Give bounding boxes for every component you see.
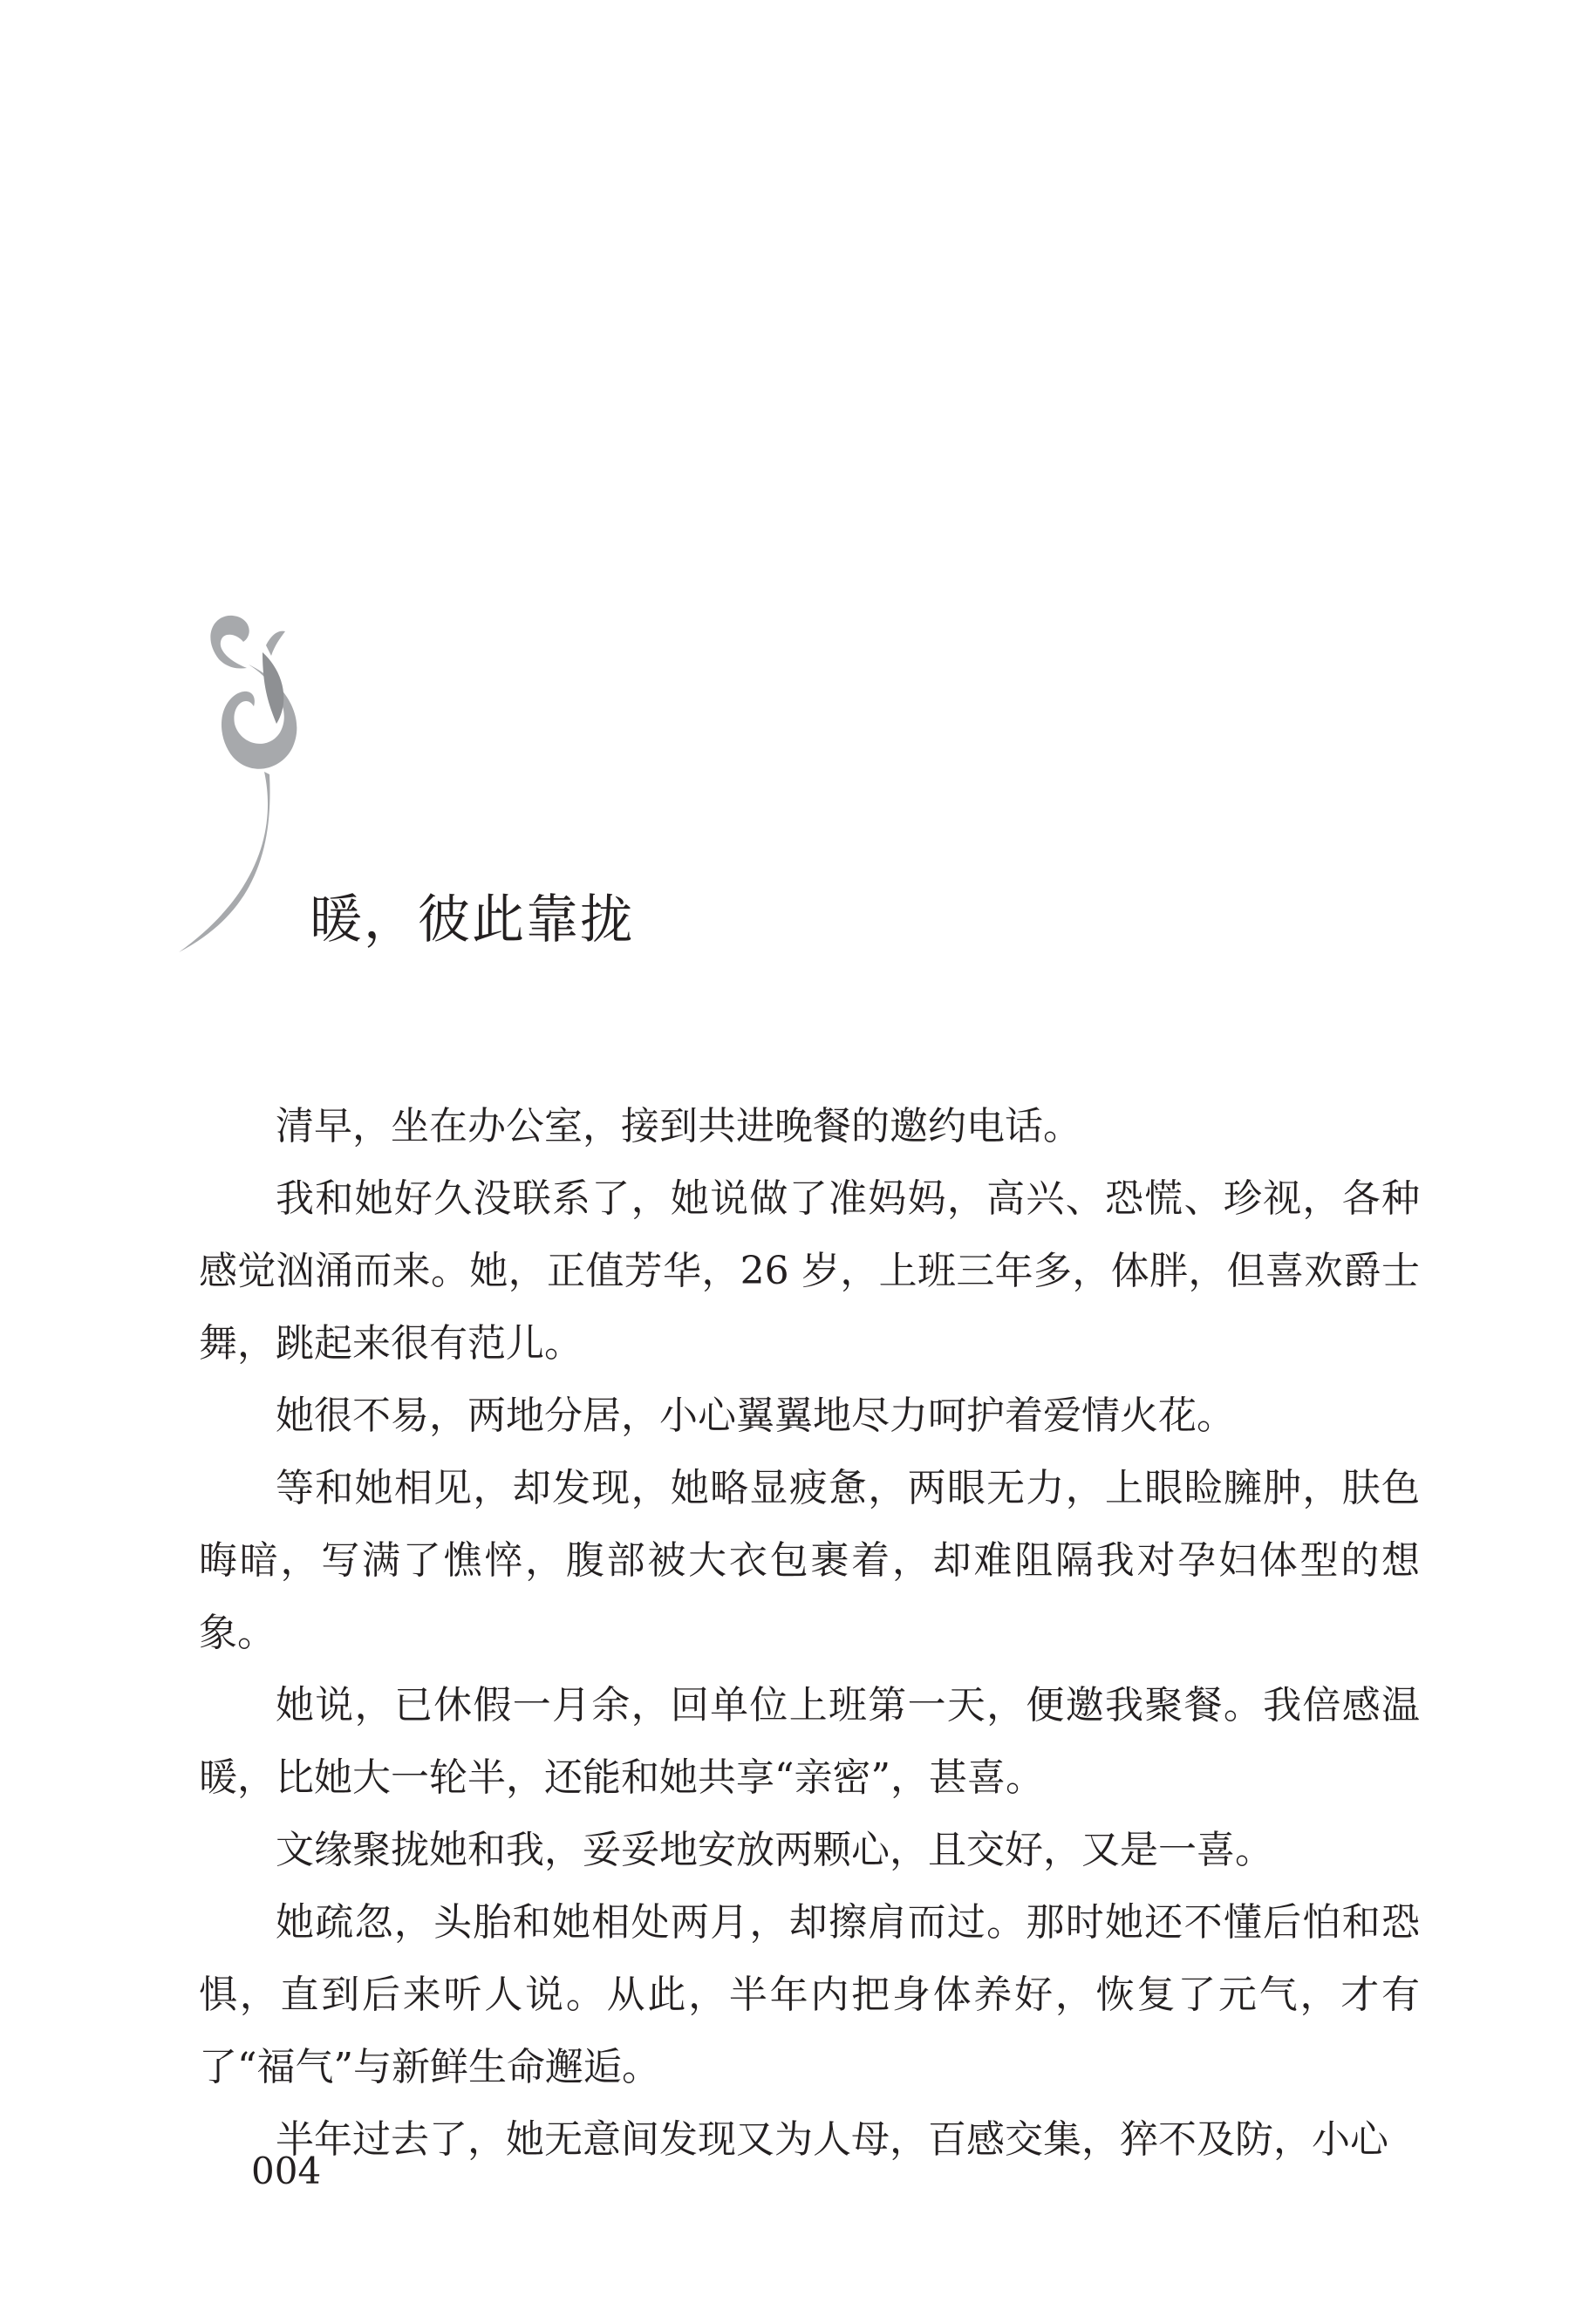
flower-bud-icon (179, 610, 301, 959)
page-number: 004 (251, 2150, 322, 2192)
paragraph: 文缘聚拢她和我，妥妥地安放两颗心，且交好，又是一喜。 (276, 1828, 1273, 1872)
paragraph: 等和她相见，却发现，她略显疲惫，两眼无力，上眼睑臃肿，肤色晦暗，写满了憔悴，腹部被大衣包裹着，却难阻隔我对孕妇体型的想象。 (199, 1466, 1420, 1655)
paragraph: 我和她好久没联系了，她说做了准妈妈，高兴、恐慌、珍视，各种感觉汹涌而来。她，正值芳华，26 岁，上班三年多，体胖，但喜欢爵士舞，跳起来很有范儿。 (199, 1176, 1420, 1366)
chapter-title: 暖，彼此靠拢 (310, 889, 634, 951)
paragraph: 她疏忽，头胎和她相处两月，却擦肩而过。那时她还不懂后怕和恐惧，直到后来听人说。从此，半年内把身体养好，恢复了元气，才有了“福气”与新鲜生命邂逅。 (199, 1900, 1420, 2089)
body-text (199, 1090, 1420, 2176)
paragraph: 清早，坐在办公室，接到共进晚餐的邀约电话。 (276, 1104, 1081, 1148)
paragraph: 她很不易，两地分居，小心翼翼地尽力呵护着爱情火花。 (276, 1394, 1235, 1438)
paragraph: 半年过去了，她无意间发现又为人母，百感交集，猝不及防，小心 (276, 2117, 1388, 2162)
paragraph: 她说，已休假一月余，回单位上班第一天，便邀我聚餐。我倍感温暖，比她大一轮半，还能和她共享“亲密”，甚喜。 (199, 1683, 1420, 1800)
